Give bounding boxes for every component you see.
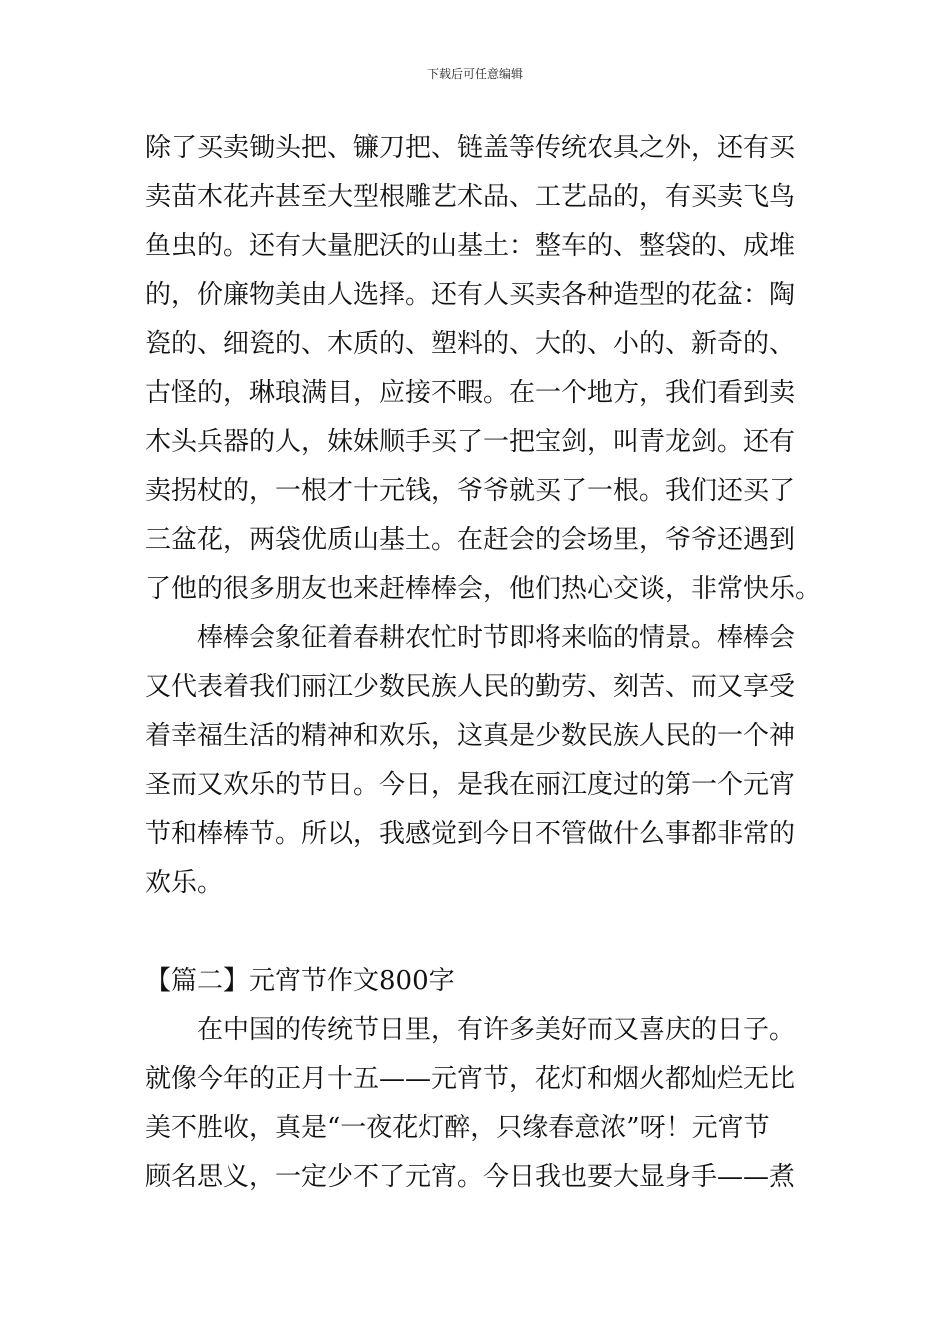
text-line: 圣而又欢乐的节日。今日，是我在丽江度过的第一个元宵 [145, 770, 796, 800]
text-line: 除了买卖锄头把、镰刀把、链盖等传统农具之外，还有买 [145, 133, 796, 163]
paragraph-1 [145, 124, 822, 614]
text-line: 古怪的，琳琅满目，应接不暇。在一个地方，我们看到卖 [145, 378, 796, 408]
text-line: 了他的很多朋友也来赶棒棒会，他们热心交谈，非常快乐。 [145, 574, 822, 604]
text-line: 瓷的、细瓷的、木质的、塑料的、大的、小的、新奇的、 [145, 329, 796, 359]
text-line: 卖拐杖的，一根才十元钱，爷爷就买了一根。我们还买了 [145, 476, 796, 506]
text-line: 在中国的传统节日里，有许多美好而又喜庆的日子。 [197, 1015, 796, 1045]
text-line: 着幸福生活的精神和欢乐，这真是少数民族人民的一个神 [145, 721, 796, 751]
text-line: 的，价廉物美由人选择。还有人买卖各种造型的花盆：陶 [145, 280, 796, 310]
text-line: 三盆花，两袋优质山基土。在赶会的会场里，爷爷还遇到 [145, 525, 796, 555]
text-line: 美不胜收，真是“一夜花灯醉，只缘春意浓”呀！元宵节 [145, 1113, 770, 1143]
text-line: 木头兵器的人，妹妹顺手买了一把宝剑，叫青龙剑。还有 [145, 427, 796, 457]
text-line: 又代表着我们丽江少数民族人民的勤劳、刻苦、而又享受 [145, 672, 796, 702]
text-line: 就像今年的正月十五——元宵节，花灯和烟火都灿烂无比 [145, 1064, 796, 1094]
paragraph-2 [145, 614, 810, 908]
text-line: 棒棒会象征着春耕农忙时节即将来临的情景。棒棒会 [197, 623, 796, 653]
text-line: 节和棒棒节。所以，我感觉到今日不管做什么事都非常的 [145, 819, 796, 849]
page-header: 下载后可任意编辑 [426, 67, 523, 81]
text-line: 卖苗木花卉甚至大型根雕艺术品、工艺品的，有买卖飞鸟 [145, 182, 796, 212]
paragraph-3 [145, 1006, 810, 1202]
text-line: 顾名思义，一定少不了元宵。今日我也要大显身手——煮 [145, 1162, 796, 1192]
text-line: 欢乐。 [145, 868, 224, 898]
section-gap [145, 908, 810, 957]
section-heading: 【篇二】元宵节作文800字 [145, 966, 455, 996]
document-body [145, 124, 822, 1202]
text-line: 鱼虫的。还有大量肥沃的山基土：整车的、整袋的、成堆 [145, 231, 796, 261]
